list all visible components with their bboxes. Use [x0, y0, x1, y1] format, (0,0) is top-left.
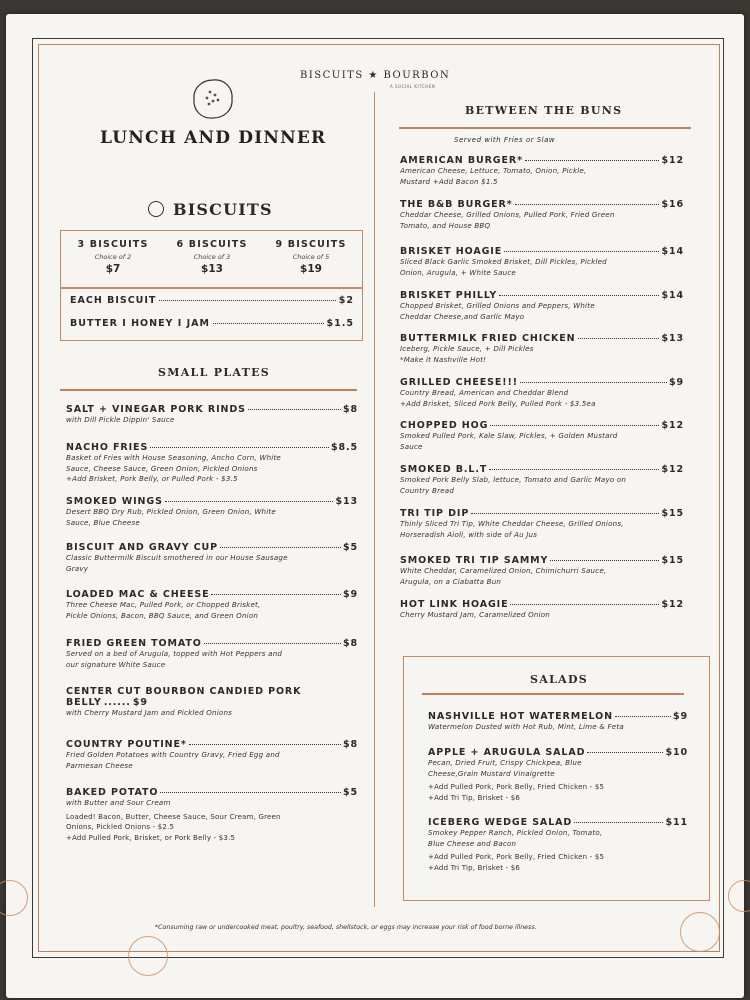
item-price: $8.5 — [330, 442, 358, 453]
item-price: $16 — [661, 199, 684, 210]
biscuit-option: 3 BISCUITS Choice of 2 $7 — [77, 239, 149, 275]
item-description: *Make it Nashville Hot! — [400, 354, 487, 364]
item-name: APPLE + ARUGULA SALAD $10 — [428, 747, 688, 758]
item-price: $15 — [661, 555, 684, 566]
item-addon: Onions, Pickled Onions - $2.5 — [66, 823, 175, 831]
item-description: Smoked Pulled Pork, Kale Slaw, Pickles, + Golden Mustard — [400, 431, 618, 440]
item-description: Served on a bed of Arugula, topped with Hot Peppers and — [66, 649, 283, 658]
item-description: Parmesan Cheese — [66, 760, 133, 770]
biscuits-heading: BISCUITS — [148, 200, 273, 219]
item-description: Country Bread — [400, 485, 455, 495]
menu-item — [400, 290, 684, 322]
menu-item — [400, 155, 684, 187]
item-price: $12 — [661, 464, 684, 475]
section-rule — [399, 127, 691, 129]
item-price: $8 — [342, 404, 358, 415]
item-price: $11 — [665, 817, 688, 828]
item-name: SMOKED TRI TIP SAMMY $15 — [400, 555, 684, 566]
item-price: $14 — [661, 290, 684, 301]
item-price: $9 — [132, 697, 148, 708]
menu-item — [66, 496, 358, 528]
menu-item — [66, 686, 358, 719]
item-description: Pecan, Dried Fruit, Crispy Chickpea, Blue — [428, 758, 582, 767]
item-description: Smoked Pork Belly Slab, lettuce, Tomato and Garlic Mayo on — [400, 475, 627, 484]
menu-item — [428, 747, 688, 803]
menu-item — [66, 542, 358, 574]
item-name: SALT + VINEGAR PORK RINDS $8 — [66, 404, 358, 415]
item-price: $15 — [661, 508, 684, 519]
item-price: $8 — [342, 739, 358, 750]
menu-item — [400, 199, 684, 231]
item-description: Pickle Onions, Bacon, BBQ Sauce, and Green Onion — [66, 610, 259, 620]
biscuits-separator — [61, 287, 362, 289]
item-addon: +Add Pulled Pork, Brisket, or Pork Belly - $3.5 — [66, 833, 236, 842]
item-addon: +Add Tri Tip, Brisket - $6 — [428, 863, 521, 872]
item-description: +Add Brisket, Sliced Pork Belly, Pulled Pork - $3.5ea — [400, 398, 596, 408]
item-description: with Dill Pickle Dippin' Sauce — [66, 415, 175, 424]
menu-item — [400, 555, 684, 587]
item-name-line2: BELLY ...... $9 — [66, 697, 148, 708]
item-description: Chopped Brisket, Grilled Onions and Peppers, White — [400, 301, 595, 310]
item-name: BRISKET HOAGIE $14 — [400, 246, 684, 257]
brand-name: BISCUITS ★ BOURBON — [300, 70, 451, 81]
menu-item — [66, 442, 358, 485]
menu-item — [400, 508, 684, 540]
item-description: Thinly Sliced Tri Tip, White Cheddar Cheese, Grilled Onions, — [400, 519, 624, 528]
biscuit-option: 9 BISCUITS Choice of 5 $19 — [275, 239, 347, 275]
butter-honey-jam-line: BUTTER I HONEY I JAM $1.5 — [70, 318, 354, 329]
biscuit-option: 6 BISCUITS Choice of 3 $13 — [176, 239, 248, 275]
menu-item — [400, 599, 684, 621]
item-description: Sliced Black Garlic Smoked Brisket, Dill Pickles, Pickled — [400, 257, 607, 266]
menu-item — [400, 420, 684, 452]
each-biscuit-line: EACH BISCUIT $2 — [70, 295, 354, 306]
item-price: $5 — [342, 542, 358, 553]
decorative-swirl — [128, 936, 168, 976]
column-divider — [374, 92, 375, 907]
item-description: American Cheese, Lettuce, Tomato, Onion, Pickle, — [400, 166, 587, 175]
menu-item — [66, 638, 358, 670]
item-name: ICEBERG WEDGE SALAD $11 — [428, 817, 688, 828]
item-description: Classic Buttermilk Biscuit smothered in our House Sausage — [66, 553, 288, 562]
menu-item — [428, 817, 688, 873]
small-plates-heading: SMALL PLATES — [158, 366, 271, 379]
item-price: $5 — [342, 787, 358, 798]
item-description: Cheddar Cheese,and Garlic Mayo — [400, 311, 525, 321]
item-addon: Loaded! Bacon, Butter, Cheese Sauce, Sour Cream, Green — [66, 812, 281, 821]
item-name: HOT LINK HOAGIE $12 — [400, 599, 684, 610]
item-description: Three Cheese Mac, Pulled Pork, or Chopped Brisket, — [66, 600, 261, 609]
item-description: Tomato, and House BBQ — [400, 220, 491, 230]
item-addon: +Add Pulled Pork, Pork Belly, Fried Chicken - $5 — [428, 853, 605, 861]
item-description: Horseradish Aioli, with side of Au Jus — [400, 529, 538, 539]
item-description: Mustard +Add Bacon $1.5 — [400, 176, 498, 186]
page-title: LUNCH AND DINNER — [100, 128, 327, 148]
menu-item — [66, 404, 358, 426]
menu-item — [66, 739, 358, 771]
item-description: Onion, Arugula, + White Sauce — [400, 267, 516, 277]
item-name: SMOKED B.L.T $12 — [400, 464, 684, 475]
item-description: Gravy — [66, 563, 89, 573]
item-name: THE B&B BURGER* $16 — [400, 199, 684, 210]
item-description: Smokey Pepper Ranch, Pickled Onion, Tomato, — [428, 828, 603, 837]
item-name: CHOPPED HOG $12 — [400, 420, 684, 431]
item-price: $13 — [335, 496, 358, 507]
item-price: $9 — [342, 589, 358, 600]
item-price: $13 — [661, 333, 684, 344]
item-description: Desert BBQ Dry Rub, Pickled Onion, Green Onion, White — [66, 507, 276, 516]
item-description: our signature White Sauce — [66, 659, 166, 669]
item-description: White Cheddar, Caramelized Onion, Chimichurri Sauce, — [400, 566, 607, 575]
biscuits-box — [60, 230, 363, 341]
item-description: with Butter and Sour Cream — [66, 798, 171, 807]
item-description: Sauce, Blue Cheese — [66, 517, 140, 527]
section-rule — [60, 389, 357, 391]
item-price: $12 — [661, 599, 684, 610]
item-name: NACHO FRIES $8.5 — [66, 442, 358, 453]
item-price: $12 — [661, 155, 684, 166]
buns-heading: BETWEEN THE BUNS — [465, 104, 623, 117]
item-description: +Add Brisket, Pork Belly, or Pulled Pork - $3.5 — [66, 474, 238, 483]
consumer-advisory: *Consuming raw or undercooked meat, poultry, seafood, shellstock, or eggs may increase your risk of food borne illness. — [155, 924, 537, 931]
item-name: SMOKED WINGS $13 — [66, 496, 358, 507]
menu-item — [400, 464, 684, 496]
item-name: COUNTRY POUTINE* $8 — [66, 739, 358, 750]
item-description: Blue Cheese and Bacon — [428, 838, 517, 848]
biscuit-logo-icon — [188, 74, 238, 124]
circle-icon — [148, 201, 164, 217]
item-price: $10 — [665, 747, 688, 758]
item-addon: +Add Tri Tip, Brisket - $6 — [428, 793, 521, 802]
item-description: with Cherry Mustard Jam and Pickled Onions — [66, 708, 233, 717]
item-addon: +Add Pulled Pork, Pork Belly, Fried Chicken - $5 — [428, 783, 605, 791]
item-name: CENTER CUT BOURBON CANDIED PORK — [66, 686, 302, 697]
item-description: Sauce — [400, 441, 423, 451]
item-name: TRI TIP DIP $15 — [400, 508, 684, 519]
item-description: Cheddar Cheese, Grilled Onions, Pulled Pork, Fried Green — [400, 210, 615, 219]
item-name: BISCUIT AND GRAVY CUP $5 — [66, 542, 358, 553]
served-with-note: Served with Fries or Slaw — [454, 136, 556, 144]
item-description: Sauce, Cheese Sauce, Green Onion, Pickled Onions — [66, 463, 258, 473]
item-description: Watermelon Dusted with Hot Rub, Mint, Lime & Feta — [428, 722, 624, 731]
brand-tagline: A SOCIAL KITCHEN — [390, 84, 436, 89]
menu-item — [428, 711, 688, 733]
item-description: Arugula, on a Ciabatta Bun — [400, 576, 502, 586]
item-name: LOADED MAC & CHEESE $9 — [66, 589, 358, 600]
item-price: $12 — [661, 420, 684, 431]
menu-item — [400, 246, 684, 278]
item-name: GRILLED CHEESE!!! $9 — [400, 377, 684, 388]
menu-item — [66, 589, 358, 621]
item-price: $9 — [668, 377, 684, 388]
section-rule — [422, 693, 684, 695]
menu-item — [66, 787, 358, 843]
item-price: $8 — [342, 638, 358, 649]
menu-item — [400, 377, 684, 409]
item-description: Basket of Fries with House Seasoning, Ancho Corn, White — [66, 453, 281, 462]
item-name: AMERICAN BURGER* $12 — [400, 155, 684, 166]
item-name: FRIED GREEN TOMATO $8 — [66, 638, 358, 649]
item-description: Cheese,Grain Mustard Vinaigrette — [428, 768, 555, 778]
item-description: Iceberg, Pickle Sauce, + Dill Pickles — [400, 344, 534, 353]
item-name: NASHVILLE HOT WATERMELON $9 — [428, 711, 688, 722]
item-description: Fried Golden Potatoes with Country Gravy, Fried Egg and — [66, 750, 280, 759]
item-description: Country Bread, American and Cheddar Blend — [400, 388, 569, 397]
item-price: $14 — [661, 246, 684, 257]
item-price: $9 — [672, 711, 688, 722]
menu-item — [400, 333, 684, 365]
item-name: BAKED POTATO $5 — [66, 787, 358, 798]
decorative-swirl — [680, 912, 720, 952]
item-name: BUTTERMILK FRIED CHICKEN $13 — [400, 333, 684, 344]
item-description: Cherry Mustard Jam, Caramelized Onion — [400, 610, 550, 619]
salads-heading: SALADS — [530, 673, 589, 686]
item-name: BRISKET PHILLY $14 — [400, 290, 684, 301]
